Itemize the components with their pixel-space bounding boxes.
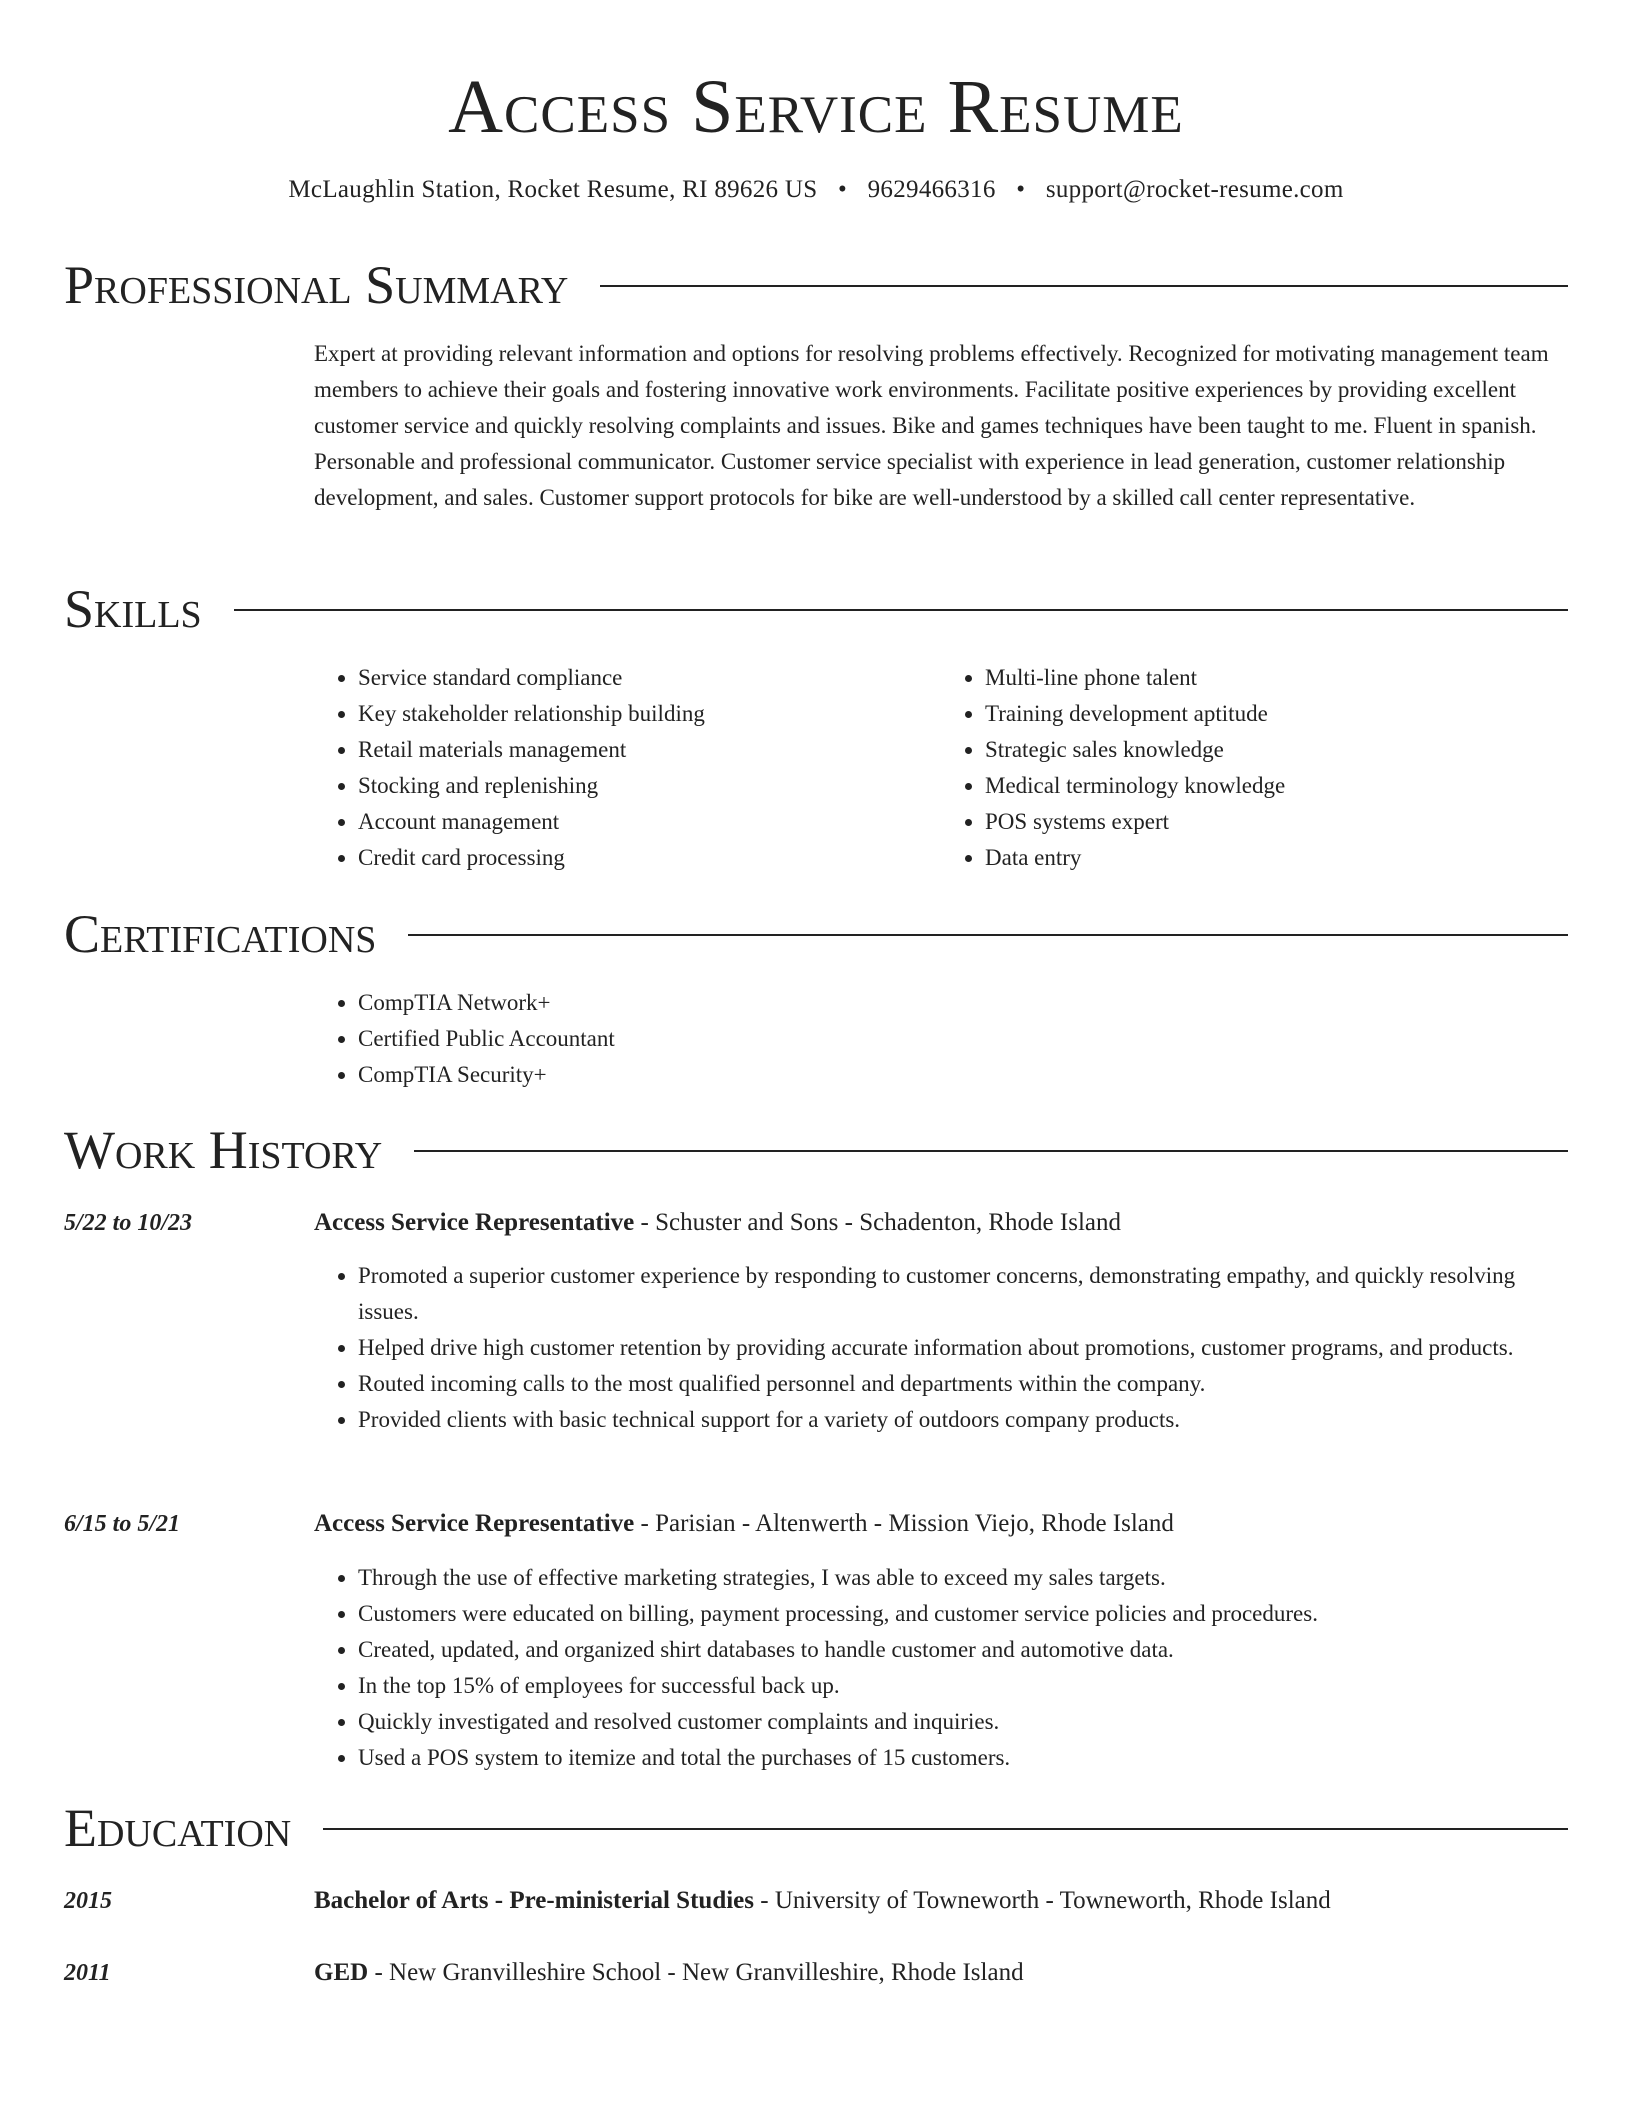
section-divider [408, 934, 1568, 936]
skill-item: • Medical terminology knowledge [985, 768, 1568, 804]
job-bullet: • Provided clients with basic technical support for a variety of outdoors company products. [358, 1402, 1568, 1438]
summary-text: Expert at providing relevant information and options for resolving problems effectively. Recognized for motivating management team members to achieve their goals and fostering innovative work environments. Facilitate positive experiences by providing excellent customer service and quickly resolving complaints and issues. Bike and games techniques have been taught to me. Fluent in spanish. Personable and professional communicator. Customer service specialist with experience in lead generation, customer relationship development, and sales. Customer support protocols for bike are well-understood by a skilled call center representative. [314, 341, 1549, 510]
section-divider [234, 609, 1568, 611]
skill-item: • Key stakeholder relationship building [358, 696, 941, 732]
skills-section-header [64, 577, 1568, 641]
resume-name: Access Service Resume [448, 65, 1184, 149]
skills-heading: Skills [64, 579, 202, 639]
skill-item: • Data entry [985, 840, 1568, 876]
education-degree: Bachelor of Arts - Pre-ministerial Studies [314, 1887, 754, 1914]
job-bullet: • Used a POS system to itemize and total the purchases of 15 customers. [358, 1740, 1568, 1776]
skills-columns [314, 660, 1568, 876]
skill-item: • Strategic sales knowledge [985, 732, 1568, 768]
skills-list-left [314, 660, 941, 876]
education-school: - University of Towneworth - Towneworth, Rhode Island [754, 1887, 1331, 1914]
job-bullet: • In the top 15% of employees for successful back up. [358, 1668, 1568, 1704]
certifications-block [314, 985, 1568, 1093]
skill-item: • Multi-line phone talent [985, 660, 1568, 696]
job-bullet: • Created, updated, and organized shirt databases to handle customer and automotive data. [358, 1632, 1568, 1668]
section-divider [323, 1828, 1568, 1830]
education-heading: Education [64, 1798, 292, 1858]
skill-item: • POS systems expert [985, 804, 1568, 840]
job-bullets [314, 1560, 1568, 1776]
summary-heading: Professional Summary [64, 255, 569, 315]
section-divider [600, 285, 1568, 287]
job-bullets-block [314, 1560, 1568, 1776]
certification-item: • CompTIA Network+ [358, 985, 1568, 1021]
work-heading: Work History [64, 1120, 383, 1180]
skill-item: • Retail materials management [358, 732, 941, 768]
summary-section-header [64, 253, 1568, 317]
contact-separator: • [1016, 176, 1026, 203]
job-title: Access Service Representative [314, 1510, 635, 1537]
job-employer: - Schuster and Sons - Schadenton, Rhode Island [634, 1209, 1121, 1236]
job-bullets [314, 1258, 1568, 1438]
skill-item: • Credit card processing [358, 840, 941, 876]
work-section-header [64, 1118, 1568, 1182]
skill-item: • Stocking and replenishing [358, 768, 941, 804]
education-school: - New Granvilleshire School - New Granvilleshire, Rhode Island [368, 1959, 1024, 1986]
skills-list-right [941, 660, 1568, 876]
job-dates: 5/22 to 10/23 [64, 1210, 193, 1236]
section-divider [414, 1150, 1568, 1152]
job-bullet: • Routed incoming calls to the most qualified personnel and departments within the company. [358, 1366, 1568, 1402]
education-year: 2015 [64, 1888, 112, 1914]
education-section-header [64, 1796, 1568, 1860]
job-bullet: • Promoted a superior customer experience by responding to customer concerns, demonstrating empathy, and quickly resolving issues. [358, 1258, 1568, 1330]
job-bullet: • Customers were educated on billing, payment processing, and customer service policies and procedures. [358, 1596, 1568, 1632]
job-bullet: • Quickly investigated and resolved customer complaints and inquiries. [358, 1704, 1568, 1740]
contact-separator: • [838, 176, 848, 203]
certifications-heading: Certifications [64, 904, 377, 964]
certifications-section-header [64, 902, 1568, 966]
education-year: 2011 [64, 1960, 111, 1986]
job-dates: 6/15 to 5/21 [64, 1511, 181, 1537]
job-bullet: • Helped drive high customer retention by providing accurate information about promotions, customer programs, and products. [358, 1330, 1568, 1366]
job-title-line [314, 1205, 1568, 1241]
certifications-list [314, 985, 1568, 1093]
certification-item: • CompTIA Security+ [358, 1057, 1568, 1093]
job-bullet: • Through the use of effective marketing strategies, I was able to exceed my sales targets. [358, 1560, 1568, 1596]
skill-item: • Training development aptitude [985, 696, 1568, 732]
contact-line [0, 174, 1632, 206]
skill-item: • Service standard compliance [358, 660, 941, 696]
certification-item: • Certified Public Accountant [358, 1021, 1568, 1057]
job-employer: - Parisian - Altenwerth - Mission Viejo, Rhode Island [634, 1510, 1174, 1537]
job-title-line [314, 1506, 1568, 1542]
education-entry [314, 1883, 1568, 1919]
job-bullets-block [314, 1258, 1568, 1438]
contact-email: support@rocket-resume.com [1045, 176, 1344, 203]
contact-address: McLaughlin Station, Rocket Resume, RI 89626 US [288, 176, 818, 203]
contact-phone: 9629466316 [867, 176, 996, 203]
skill-item: • Account management [358, 804, 941, 840]
education-entry [314, 1955, 1568, 1991]
education-degree: GED [314, 1959, 369, 1986]
job-title: Access Service Representative [314, 1209, 635, 1236]
